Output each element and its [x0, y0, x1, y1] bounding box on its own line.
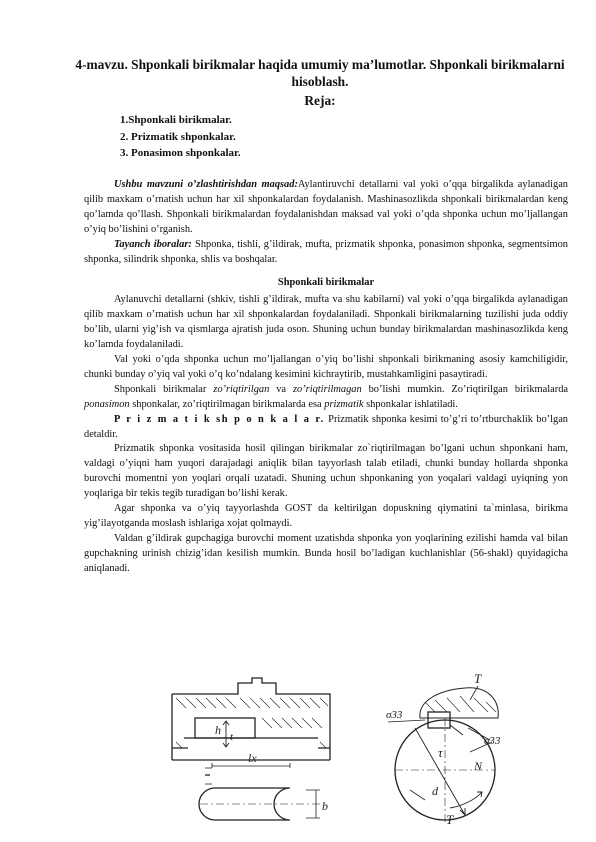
text-run: Prizmatik shponka kesimi to’g’ri to’rtburchaklik bo’lgan detaldir.	[84, 413, 569, 440]
paragraph: Val yoki o’qda shponka uchun mo’ljallangan o’yiq bo’lishi shponkali birikmaning asosiy kamchiligidir, chunki bunday o’yiq val yoki o’q ko’ndalang kesimini kichraytirib, mustahkamligini pasaytiradi.	[84, 353, 568, 380]
label-T-top: T	[474, 671, 482, 686]
force-diagram	[388, 686, 498, 822]
plan-item: 3. Ponasimon shponkalar.	[120, 147, 241, 159]
text-run: va	[269, 383, 293, 395]
prismatic-heading: P r i z m a t i k sh p o n k a l a r.	[114, 413, 325, 425]
label-T-bottom: T	[446, 812, 454, 827]
goal-text: Aylantiruvchi detallarni val yoki o’qqa birgalikda aylanadigan qilib maxkam o’rnatish uchun har xil shponkalardan foydalanish. Mashinasozlikda shponkali birikmalardan keng qo’lamda qo’llash. Shponkali birikmalardan foydalanishdan maksad val yoki o’qda shponka uchun mo’ljallangan o’yiq bo’lishini o’rganish.	[84, 179, 569, 235]
hub-shaft-section	[172, 678, 330, 760]
italic-term: prizmatik	[324, 398, 364, 410]
label-sigma-1: σ33	[386, 709, 403, 721]
goal-label: Ushbu mavzuni o’zlashtirishdan maqsad:	[114, 179, 298, 190]
paragraph: Agar shponka va o’yiq tayyorlashda GOST da keltirilgan dopuskning qiymatini ta`minlasa, birikma yig’ilayotganda moslash ishlariga xojat qolmaydi.	[84, 503, 568, 529]
paragraph: Valdan g’ildirak gupchagiga burovchi moment uzatishda shponka yon yoqlarining ezilishi hamda val bilan gupchakning urinish chizig’idan kesilish mumkin. Bunda hosil bo’ladigan kuchlanishlar (56-shakl) quyidagicha aniqlanadi.	[84, 532, 568, 574]
text-run: Shponkali birikmalar	[114, 383, 214, 395]
section-heading: Shponkali birikmalar	[277, 277, 375, 289]
italic-term: zo’riqtirilmagan	[292, 383, 362, 395]
plan-item: 1.Shponkali birikmalar.	[120, 114, 232, 126]
label-N: N	[474, 759, 483, 773]
label-tau: τ	[438, 745, 443, 760]
label-sigma-2: σ33	[484, 735, 501, 747]
italic-term: zo’riqtirilgan	[213, 383, 270, 395]
label-d: d	[432, 784, 438, 798]
label-b: b	[322, 799, 328, 813]
text-run: bo’lishi mumkin. Zo’riqtirilgan birikmalarda	[361, 383, 568, 395]
page-title: 4-mavzu. Shponkali birikmalar haqida umumiy ma’lumotlar. Shponkali birikmalarni hisoblash.	[75, 57, 565, 89]
italic-term: ponasimon	[84, 398, 130, 410]
text-run: shponkalar ishlatiladi.	[363, 398, 458, 410]
paragraph: Aylanuvchi detallarni (shkiv, tishli g’ildirak, mufta va shu kabilarni) val yoki o’qqa birgalikda aylanadigan qilib maxkam o’rnatish uchun har xil shponkalardan foydalaniladi. Shponkali birikmalarning tuzilishi juda oddiy bo’lib, ularni yig’ish va qismlarga ajratish juda oson. Shuning uchun bunday birikmalardan mashinasozlikda keng ko’lamda foydalaniladi.	[84, 294, 568, 351]
label-t: t	[230, 731, 234, 743]
keywords-label: Tayanch iboralar:	[114, 238, 192, 250]
plan-item: 2. Prizmatik shponkalar.	[120, 130, 236, 143]
paragraph: Prizmatik shponka vositasida hosil qilingan birikmalar zo`riqtirilmagan bo’lgani uchun shponkani ham, valdagi o’yiqni ham yuqori darajadagi aniqlik bilan tayyorlash talab etiladi, chunki bunday hollarda shponka burovchi momentni yon yoqlari orqali uzatadi. Shuning uchun shponkaning yon yoqalari valdagi uyiqning yon yoqlariga bir tekis tegib turadigan bo’lishi kerak.	[84, 443, 568, 500]
plan-heading: Reja:	[304, 93, 336, 108]
text-run: shponkalar, zo’riqtirilmagan birikmalarda esa	[129, 398, 325, 410]
keywords-text: Shponka, tishli, g’ildirak, mufta, prizmatik shponka, ponasimon shponka, segmentsimon shponka, silindrik shponka, shlis va boshqalar.	[84, 238, 568, 265]
label-lx: lx	[248, 751, 257, 765]
key-top-view	[199, 763, 320, 820]
label-h: h	[215, 723, 221, 737]
